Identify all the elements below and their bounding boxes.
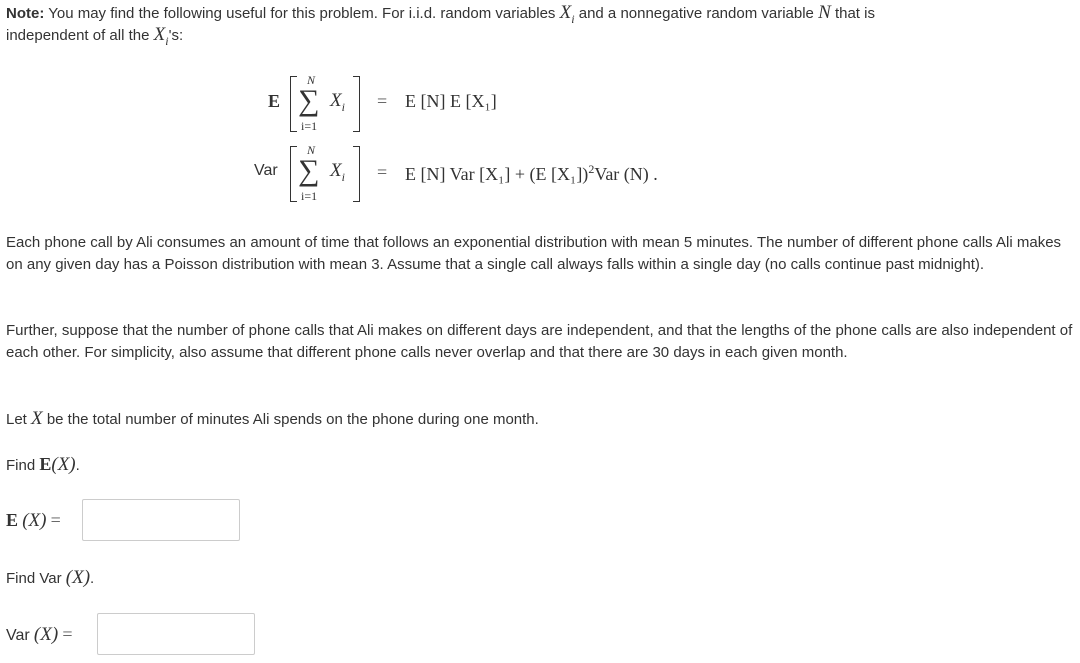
problem-paragraph-2: Further, suppose that the number of phone calls that Ali makes on different days are independent, and that the lengths of the phone calls are also independent of each other. For simplicity, also assume that different phone calls never overlap and that there are 30 days in each given month. bbox=[6, 322, 1073, 361]
equals-sign: = bbox=[377, 91, 388, 111]
q1-label-eq: = bbox=[50, 510, 61, 530]
note-line2-prefix: independent of all the bbox=[6, 27, 150, 44]
q1-find: Find bbox=[6, 457, 36, 474]
q2-answer-label bbox=[6, 622, 72, 648]
sum-upper-limit: N bbox=[307, 73, 316, 87]
let-prefix: Let bbox=[6, 411, 27, 428]
variance-operator: Var bbox=[254, 162, 278, 179]
sum-lower-limit-2: i=1 bbox=[301, 189, 318, 203]
q2-label-op: Var bbox=[6, 627, 30, 644]
q1-label-op: E bbox=[6, 510, 19, 530]
q2-prompt-arg: (X) bbox=[65, 567, 91, 588]
q2-prompt bbox=[6, 567, 94, 590]
note-line-2 bbox=[6, 24, 183, 52]
q1-prompt-arg: (X) bbox=[51, 454, 76, 475]
q2-find: Find bbox=[6, 570, 36, 587]
q1-answer-field[interactable] bbox=[82, 499, 240, 541]
var-x: $X_i$ bbox=[559, 2, 575, 26]
q2-answer-input[interactable] bbox=[98, 614, 254, 654]
var-x-2: $X_i$ bbox=[153, 24, 169, 48]
q2-label-arg: (X) bbox=[33, 624, 59, 645]
q1-prompt bbox=[6, 453, 80, 477]
note-line2-suffix: 's: bbox=[168, 27, 184, 44]
q2-answer-field[interactable] bbox=[97, 613, 255, 655]
left-bracket-2 bbox=[290, 146, 297, 202]
formula-rhs-1: E [N] E [X₁] bbox=[405, 91, 497, 111]
note-text: You may find the following useful for this problem. For i.i.d. random variables bbox=[48, 5, 556, 22]
q1-prompt-op: E bbox=[39, 454, 52, 474]
q2-prompt-end: . bbox=[90, 570, 95, 587]
note-that-is: that is bbox=[834, 5, 875, 22]
sum-upper-limit-2: N bbox=[307, 143, 316, 157]
q1-label-arg: (X) bbox=[22, 510, 47, 531]
left-bracket bbox=[290, 76, 297, 132]
q2-prompt-op: Var bbox=[39, 570, 62, 587]
note-and: and a nonnegative random variable bbox=[578, 5, 814, 22]
q1-prompt-end: . bbox=[75, 457, 80, 474]
q1-answer-input[interactable] bbox=[83, 500, 239, 540]
let-suffix: be the total number of minutes Ali spends on the phone during one month. bbox=[46, 411, 539, 428]
let-var: X bbox=[31, 408, 43, 429]
right-bracket-2 bbox=[353, 146, 360, 202]
sum-symbol-2: ∑ bbox=[298, 154, 320, 187]
summand: $X_i$ bbox=[330, 90, 345, 114]
q1-answer-label bbox=[6, 508, 61, 534]
let-line bbox=[6, 408, 539, 431]
q2-label-eq: = bbox=[62, 624, 73, 644]
formula-rhs-2: E [N] Var [X₁] + (E [X₁])$^2$Var (N) . bbox=[405, 162, 658, 184]
summand-2: $X_i$ bbox=[330, 160, 345, 184]
right-bracket bbox=[353, 76, 360, 132]
sum-symbol: ∑ bbox=[298, 84, 320, 117]
equals-sign-2: = bbox=[377, 162, 388, 182]
problem-paragraph-1: Each phone call by Ali consumes an amount of time that follows an exponential distribution with mean 5 minutes. The number of different phone calls Ali makes on any given day has a Poisson distribution with mean 3. Assume that a single call always falls within a single day (no calls continue past midnight). bbox=[6, 234, 1062, 273]
expectation-operator: E bbox=[268, 91, 281, 111]
var-n: N bbox=[818, 2, 831, 23]
note-label: Note: bbox=[6, 5, 45, 22]
sum-lower-limit: i=1 bbox=[301, 119, 318, 133]
